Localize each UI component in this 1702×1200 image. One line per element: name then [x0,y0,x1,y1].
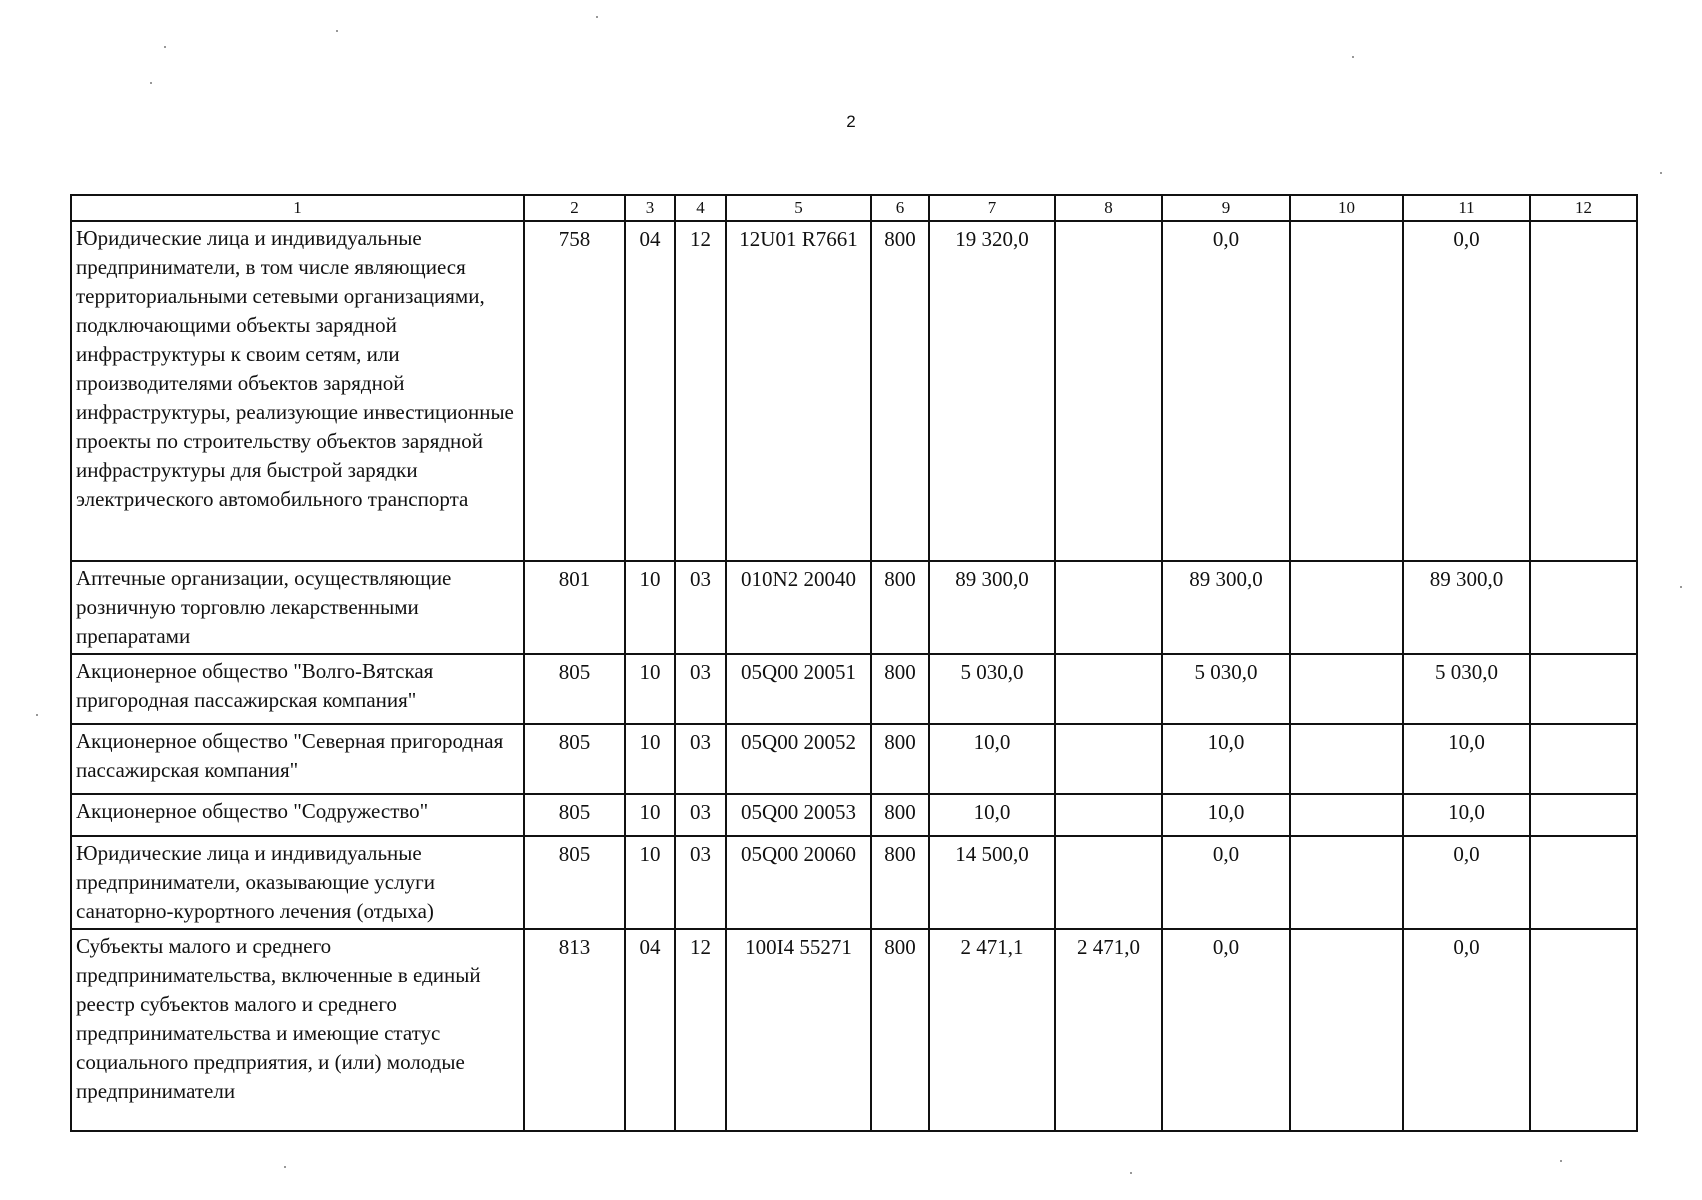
amount-cell: 89 300,0 [1403,561,1530,654]
recipient-cell: Акционерное общество "Волго-Вятская пригородная пассажирская компания" [71,654,524,724]
amount-cell [1055,836,1162,929]
column-number: 5 [726,195,871,221]
table-row [71,221,1637,561]
table-row [71,929,1637,1131]
amount-cell: 89 300,0 [929,561,1055,654]
scan-speck [36,714,38,716]
target-article-cell: 12U01 R7661 [726,221,871,561]
subsection-cell: 03 [675,654,726,724]
scan-speck [1352,56,1354,58]
amount-cell: 5 030,0 [929,654,1055,724]
amount-cell [1530,836,1637,929]
table-row [71,794,1637,836]
expense-type-cell: 800 [871,561,929,654]
recipient-cell: Аптечные организации, осуществляющие розничную торговлю лекарственными препаратами [71,561,524,654]
amount-cell [1530,929,1637,1131]
amount-cell: 10,0 [1162,724,1290,794]
amount-cell [1530,221,1637,561]
amount-cell: 10,0 [929,794,1055,836]
column-number: 7 [929,195,1055,221]
scan-speck [596,16,598,18]
subsection-cell: 12 [675,221,726,561]
expense-type-cell: 800 [871,794,929,836]
amount-cell: 10,0 [1403,724,1530,794]
amount-cell: 14 500,0 [929,836,1055,929]
amount-cell [1290,654,1403,724]
recipient-cell: Акционерное общество "Северная пригородная пассажирская компания" [71,724,524,794]
amount-cell [1055,724,1162,794]
amount-cell: 89 300,0 [1162,561,1290,654]
column-number: 12 [1530,195,1637,221]
amount-cell: 10,0 [929,724,1055,794]
section-cell: 10 [625,794,675,836]
amount-cell: 10,0 [1162,794,1290,836]
ministry-code-cell: 805 [524,654,625,724]
scan-speck [284,1166,286,1168]
scan-speck [1660,172,1662,174]
column-number-row [71,195,1637,221]
amount-cell [1530,794,1637,836]
section-cell: 04 [625,929,675,1131]
recipient-cell: Юридические лица и индивидуальные предприниматели, оказывающие услуги санаторно-курортного лечения (отдыха) [71,836,524,929]
amount-cell: 0,0 [1162,929,1290,1131]
expense-type-cell: 800 [871,221,929,561]
section-cell: 10 [625,654,675,724]
budget-table [70,194,1638,1132]
target-article-cell: 010N2 20040 [726,561,871,654]
amount-cell: 0,0 [1162,221,1290,561]
subsection-cell: 03 [675,794,726,836]
ministry-code-cell: 813 [524,929,625,1131]
scan-speck [336,30,338,32]
target-article-cell: 05Q00 20053 [726,794,871,836]
table-row [71,654,1637,724]
scan-speck [1560,1160,1562,1162]
amount-cell [1290,836,1403,929]
ministry-code-cell: 758 [524,221,625,561]
ministry-code-cell: 805 [524,836,625,929]
recipient-cell: Акционерное общество "Содружество" [71,794,524,836]
section-cell: 10 [625,724,675,794]
subsection-cell: 12 [675,929,726,1131]
section-cell: 10 [625,836,675,929]
expense-type-cell: 800 [871,929,929,1131]
ministry-code-cell: 805 [524,794,625,836]
amount-cell: 0,0 [1403,929,1530,1131]
ministry-code-cell: 801 [524,561,625,654]
amount-cell [1290,221,1403,561]
target-article-cell: 100I4 55271 [726,929,871,1131]
ministry-code-cell: 805 [524,724,625,794]
column-number: 8 [1055,195,1162,221]
column-number: 9 [1162,195,1290,221]
expense-type-cell: 800 [871,836,929,929]
amount-cell [1530,724,1637,794]
column-number: 10 [1290,195,1403,221]
amount-cell: 2 471,1 [929,929,1055,1131]
amount-cell [1055,654,1162,724]
target-article-cell: 05Q00 20051 [726,654,871,724]
table-row [71,561,1637,654]
amount-cell [1290,561,1403,654]
column-number: 2 [524,195,625,221]
subsection-cell: 03 [675,724,726,794]
target-article-cell: 05Q00 20052 [726,724,871,794]
amount-cell: 10,0 [1403,794,1530,836]
column-number: 11 [1403,195,1530,221]
expense-type-cell: 800 [871,654,929,724]
scan-speck [150,82,152,84]
scan-speck [1680,586,1682,588]
amount-cell [1290,794,1403,836]
scan-speck [1130,1172,1132,1174]
amount-cell: 5 030,0 [1403,654,1530,724]
section-cell: 10 [625,561,675,654]
expense-type-cell: 800 [871,724,929,794]
amount-cell [1290,724,1403,794]
recipient-cell: Субъекты малого и среднего предпринимательства, включенные в единый реестр субъектов малого и среднего предпринимательства и имеющие статус социального предприятия, и (или) молодые предприниматели [71,929,524,1131]
amount-cell [1530,654,1637,724]
table-row [71,836,1637,929]
column-number: 6 [871,195,929,221]
amount-cell: 5 030,0 [1162,654,1290,724]
recipient-cell: Юридические лица и индивидуальные предприниматели, в том числе являющиеся территориальными сетевыми организациями, подключающими объекты зарядной инфраструктуры к своим сетям, или производителями объектов зарядной инфраструктуры, реализующие инвестиционные проекты по строительству объектов зарядной инфраструктуры для быстрой зарядки электрического автомобильного транспорта [71,221,524,561]
amount-cell: 0,0 [1403,836,1530,929]
column-number: 4 [675,195,726,221]
page-number: 2 [846,112,856,131]
column-number: 3 [625,195,675,221]
subsection-cell: 03 [675,561,726,654]
amount-cell [1530,561,1637,654]
amount-cell [1055,221,1162,561]
amount-cell: 2 471,0 [1055,929,1162,1131]
subsection-cell: 03 [675,836,726,929]
target-article-cell: 05Q00 20060 [726,836,871,929]
amount-cell [1055,794,1162,836]
table-row [71,724,1637,794]
amount-cell: 19 320,0 [929,221,1055,561]
amount-cell [1290,929,1403,1131]
amount-cell: 0,0 [1162,836,1290,929]
scan-speck [164,46,166,48]
amount-cell: 0,0 [1403,221,1530,561]
section-cell: 04 [625,221,675,561]
column-number: 1 [71,195,524,221]
amount-cell [1055,561,1162,654]
